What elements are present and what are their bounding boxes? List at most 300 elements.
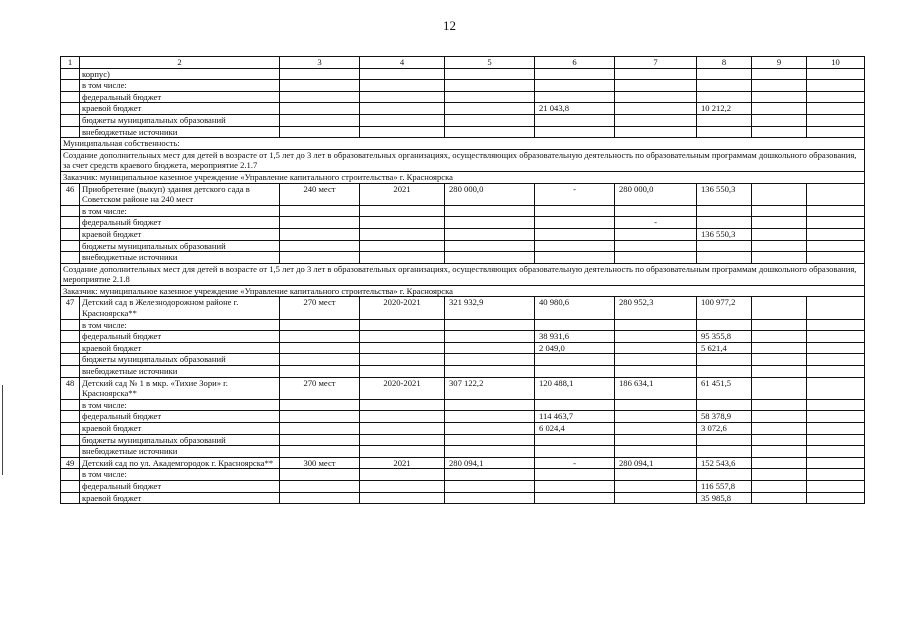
table-row	[61, 423, 865, 435]
row-number	[61, 240, 80, 252]
table-cell	[360, 434, 445, 446]
table-cell	[280, 126, 360, 138]
value-cell	[807, 492, 865, 504]
row-number	[61, 423, 80, 435]
value-cell	[445, 205, 535, 217]
value-cell	[752, 423, 807, 435]
value-cell	[445, 68, 535, 80]
section-row	[61, 263, 865, 285]
value-cell	[535, 205, 615, 217]
value-cell	[807, 457, 865, 469]
value-cell	[697, 399, 752, 411]
table-cell	[280, 91, 360, 103]
table-cell: 270 мест	[280, 377, 360, 399]
row-number	[61, 252, 80, 264]
table-cell	[360, 423, 445, 435]
value-cell	[535, 366, 615, 378]
row-label: федеральный бюджет	[80, 480, 280, 492]
table-row	[61, 492, 865, 504]
table-cell	[280, 228, 360, 240]
value-cell	[697, 446, 752, 458]
table-row	[61, 331, 865, 343]
value-cell	[697, 114, 752, 126]
value-cell	[752, 319, 807, 331]
value-cell	[445, 319, 535, 331]
table-cell	[360, 103, 445, 115]
value-cell	[615, 103, 697, 115]
table-row	[61, 228, 865, 240]
row-number	[61, 80, 80, 92]
value-cell: 61 451,5	[697, 377, 752, 399]
value-cell	[752, 183, 807, 205]
value-cell	[615, 446, 697, 458]
value-cell	[615, 126, 697, 138]
section-row	[61, 138, 865, 150]
table-cell: 300 мест	[280, 457, 360, 469]
table-cell	[280, 114, 360, 126]
row-number: 48	[61, 377, 80, 399]
value-cell	[752, 103, 807, 115]
table-row	[61, 91, 865, 103]
value-cell	[615, 492, 697, 504]
section-row	[61, 149, 865, 171]
value-cell	[807, 342, 865, 354]
value-cell	[535, 80, 615, 92]
value-cell	[697, 91, 752, 103]
value-cell: 280 952,3	[615, 297, 697, 319]
value-cell	[615, 399, 697, 411]
table-row	[61, 354, 865, 366]
table-cell	[280, 103, 360, 115]
table-cell	[280, 411, 360, 423]
item-row	[61, 297, 865, 319]
row-label: Приобретение (выкуп) здания детского сада в Советском районе на 240 мест	[80, 183, 280, 205]
value-cell: 307 122,2	[445, 377, 535, 399]
table-row	[61, 252, 865, 264]
item-row	[61, 183, 865, 205]
row-label: корпус)	[80, 68, 280, 80]
row-label: федеральный бюджет	[80, 411, 280, 423]
value-cell: 280 094,1	[615, 457, 697, 469]
section-text: Заказчик: муниципальное казенное учреждение «Управление капитального строительства» г. Красноярска	[61, 171, 865, 183]
value-cell	[807, 126, 865, 138]
value-cell	[445, 331, 535, 343]
value-cell	[807, 205, 865, 217]
value-cell	[752, 114, 807, 126]
table-cell	[280, 469, 360, 481]
value-cell	[615, 240, 697, 252]
value-cell: 136 550,3	[697, 183, 752, 205]
value-cell	[697, 80, 752, 92]
row-number	[61, 354, 80, 366]
value-cell	[445, 446, 535, 458]
value-cell: 280 000,0	[445, 183, 535, 205]
table-cell	[360, 205, 445, 217]
value-cell	[615, 80, 697, 92]
table-cell	[360, 446, 445, 458]
value-cell	[615, 434, 697, 446]
table-cell	[360, 252, 445, 264]
value-cell	[697, 354, 752, 366]
row-label: Детский сад № 1 в мкр. «Тихие Зори» г. Красноярска**	[80, 377, 280, 399]
table-cell	[280, 80, 360, 92]
value-cell: 40 980,6	[535, 297, 615, 319]
value-cell	[445, 480, 535, 492]
row-label: краевой бюджет	[80, 342, 280, 354]
value-cell	[615, 68, 697, 80]
value-cell	[752, 297, 807, 319]
value-cell: 280 000,0	[615, 183, 697, 205]
table-cell	[280, 68, 360, 80]
value-cell	[752, 331, 807, 343]
table-cell	[280, 423, 360, 435]
value-cell	[807, 114, 865, 126]
value-cell	[615, 354, 697, 366]
row-label: внебюджетные источники	[80, 366, 280, 378]
table-row	[61, 342, 865, 354]
section-text: Создание дополнительных мест для детей в возрасте от 1,5 лет до 3 лет в образовательных организациях, осуществляющих образовательную деятельность по образовательным программам дошкольного образования, за счет средств краевого бюджета, мероприятие 2.1.7	[61, 149, 865, 171]
table-cell	[280, 354, 360, 366]
row-label: краевой бюджет	[80, 103, 280, 115]
value-cell	[445, 228, 535, 240]
table-cell	[280, 492, 360, 504]
value-cell	[615, 252, 697, 264]
table-cell	[280, 240, 360, 252]
value-cell	[807, 297, 865, 319]
value-cell: -	[535, 183, 615, 205]
value-cell	[807, 399, 865, 411]
value-cell	[445, 411, 535, 423]
row-number	[61, 366, 80, 378]
value-cell	[445, 342, 535, 354]
table-cell	[360, 399, 445, 411]
section-text: Муниципальная собственность:	[61, 138, 865, 150]
value-cell	[615, 469, 697, 481]
table-row	[61, 411, 865, 423]
margin-line	[2, 385, 3, 475]
value-cell: 5 621,4	[697, 342, 752, 354]
value-cell	[752, 240, 807, 252]
row-label: федеральный бюджет	[80, 331, 280, 343]
row-label: внебюджетные источники	[80, 126, 280, 138]
value-cell	[535, 240, 615, 252]
value-cell	[752, 411, 807, 423]
table-cell	[360, 354, 445, 366]
row-number	[61, 480, 80, 492]
table-row	[61, 366, 865, 378]
value-cell	[697, 252, 752, 264]
header-row	[61, 57, 865, 69]
value-cell	[615, 423, 697, 435]
row-number	[61, 469, 80, 481]
table-cell	[360, 240, 445, 252]
table-row	[61, 217, 865, 229]
table-row	[61, 469, 865, 481]
table-row	[61, 126, 865, 138]
value-cell	[535, 492, 615, 504]
table-cell: 2021	[360, 183, 445, 205]
value-cell: 58 378,9	[697, 411, 752, 423]
value-cell	[752, 217, 807, 229]
table-cell: 2021	[360, 457, 445, 469]
row-number: 47	[61, 297, 80, 319]
row-label: внебюджетные источники	[80, 446, 280, 458]
budget-table	[60, 56, 865, 504]
value-cell: 6 024,4	[535, 423, 615, 435]
table-cell	[280, 252, 360, 264]
table-cell	[360, 331, 445, 343]
value-cell: 3 072,6	[697, 423, 752, 435]
value-cell	[535, 126, 615, 138]
value-cell: 21 043,8	[535, 103, 615, 115]
value-cell: 186 634,1	[615, 377, 697, 399]
section-row	[61, 285, 865, 297]
row-number	[61, 446, 80, 458]
table-cell	[360, 469, 445, 481]
value-cell	[535, 68, 615, 80]
value-cell	[445, 217, 535, 229]
value-cell	[807, 480, 865, 492]
table-row	[61, 446, 865, 458]
value-cell: 95 355,8	[697, 331, 752, 343]
table-cell	[360, 217, 445, 229]
value-cell	[752, 205, 807, 217]
table-cell	[360, 114, 445, 126]
table-cell: 2020-2021	[360, 297, 445, 319]
row-label: федеральный бюджет	[80, 91, 280, 103]
value-cell	[615, 411, 697, 423]
row-label: краевой бюджет	[80, 228, 280, 240]
value-cell	[752, 366, 807, 378]
header-cell: 9	[752, 57, 807, 69]
row-label: в том числе:	[80, 80, 280, 92]
value-cell	[445, 469, 535, 481]
value-cell	[807, 434, 865, 446]
row-label: бюджеты муниципальных образований	[80, 434, 280, 446]
value-cell	[445, 492, 535, 504]
value-cell	[535, 91, 615, 103]
table-cell: 270 мест	[280, 297, 360, 319]
table-cell	[360, 68, 445, 80]
value-cell	[752, 342, 807, 354]
value-cell	[752, 354, 807, 366]
value-cell	[807, 319, 865, 331]
value-cell	[535, 252, 615, 264]
value-cell	[445, 434, 535, 446]
row-number	[61, 399, 80, 411]
row-number	[61, 331, 80, 343]
value-cell: -	[615, 217, 697, 229]
row-label: в том числе:	[80, 399, 280, 411]
row-number: 49	[61, 457, 80, 469]
row-label: Детский сад в Железнодорожном районе г. Красноярска**	[80, 297, 280, 319]
table-cell	[360, 366, 445, 378]
table-cell: 2020-2021	[360, 377, 445, 399]
table-cell	[280, 434, 360, 446]
value-cell	[535, 228, 615, 240]
value-cell: 321 932,9	[445, 297, 535, 319]
header-cell: 7	[615, 57, 697, 69]
table-cell	[280, 217, 360, 229]
row-number	[61, 114, 80, 126]
value-cell	[445, 80, 535, 92]
row-number	[61, 68, 80, 80]
value-cell	[445, 252, 535, 264]
row-label: федеральный бюджет	[80, 217, 280, 229]
value-cell: 120 488,1	[535, 377, 615, 399]
value-cell: 38 931,6	[535, 331, 615, 343]
value-cell	[445, 103, 535, 115]
value-cell	[697, 434, 752, 446]
table-cell	[360, 480, 445, 492]
header-cell: 4	[360, 57, 445, 69]
value-cell	[807, 423, 865, 435]
value-cell: 116 557,8	[697, 480, 752, 492]
value-cell	[615, 480, 697, 492]
value-cell	[807, 469, 865, 481]
row-label: бюджеты муниципальных образований	[80, 114, 280, 126]
value-cell	[615, 319, 697, 331]
header-cell: 10	[807, 57, 865, 69]
row-number	[61, 228, 80, 240]
value-cell	[535, 446, 615, 458]
table-cell	[360, 319, 445, 331]
value-cell	[807, 377, 865, 399]
table-cell	[280, 446, 360, 458]
value-cell	[615, 114, 697, 126]
value-cell	[535, 434, 615, 446]
value-cell	[697, 240, 752, 252]
value-cell	[697, 319, 752, 331]
value-cell	[807, 252, 865, 264]
value-cell	[752, 492, 807, 504]
value-cell	[807, 103, 865, 115]
value-cell: 280 094,1	[445, 457, 535, 469]
row-number	[61, 103, 80, 115]
table-cell: 240 мест	[280, 183, 360, 205]
row-number	[61, 217, 80, 229]
value-cell	[752, 80, 807, 92]
row-label: Детский сад по ул. Академгородок г. Красноярска**	[80, 457, 280, 469]
value-cell	[752, 457, 807, 469]
value-cell	[807, 354, 865, 366]
value-cell	[615, 91, 697, 103]
value-cell	[752, 228, 807, 240]
value-cell	[535, 480, 615, 492]
header-cell: 2	[80, 57, 280, 69]
value-cell	[752, 434, 807, 446]
value-cell	[752, 68, 807, 80]
value-cell	[535, 319, 615, 331]
table-cell	[360, 228, 445, 240]
value-cell	[807, 68, 865, 80]
row-number	[61, 205, 80, 217]
value-cell	[807, 80, 865, 92]
value-cell	[752, 377, 807, 399]
value-cell: 152 543,6	[697, 457, 752, 469]
table-row	[61, 114, 865, 126]
value-cell: 114 463,7	[535, 411, 615, 423]
table-cell	[280, 399, 360, 411]
table-cell	[360, 411, 445, 423]
table-cell	[360, 492, 445, 504]
value-cell: 2 049,0	[535, 342, 615, 354]
value-cell	[535, 114, 615, 126]
value-cell	[807, 411, 865, 423]
table-row	[61, 319, 865, 331]
value-cell	[807, 183, 865, 205]
table-row	[61, 103, 865, 115]
table-row	[61, 240, 865, 252]
row-label: в том числе:	[80, 205, 280, 217]
table-cell	[280, 205, 360, 217]
row-label: краевой бюджет	[80, 492, 280, 504]
table-row	[61, 68, 865, 80]
value-cell	[445, 366, 535, 378]
table-cell	[360, 342, 445, 354]
value-cell	[752, 126, 807, 138]
table-row	[61, 399, 865, 411]
value-cell	[615, 331, 697, 343]
value-cell: -	[535, 457, 615, 469]
value-cell	[807, 331, 865, 343]
section-text: Создание дополнительных мест для детей в возрасте от 1,5 лет до 3 лет в образовательных организациях, осуществляющих образовательную деятельность по образовательным программам дошкольного образования, мероприятие 2.1.8	[61, 263, 865, 285]
value-cell	[807, 240, 865, 252]
row-label: бюджеты муниципальных образований	[80, 354, 280, 366]
value-cell	[615, 366, 697, 378]
value-cell	[697, 126, 752, 138]
table-row	[61, 434, 865, 446]
header-cell: 6	[535, 57, 615, 69]
row-label: краевой бюджет	[80, 423, 280, 435]
value-cell	[535, 217, 615, 229]
section-row	[61, 171, 865, 183]
row-number	[61, 319, 80, 331]
header-cell: 1	[61, 57, 80, 69]
table-cell	[360, 91, 445, 103]
table-cell	[280, 331, 360, 343]
value-cell	[807, 91, 865, 103]
item-row	[61, 377, 865, 399]
value-cell	[445, 423, 535, 435]
value-cell	[445, 354, 535, 366]
table-cell	[360, 80, 445, 92]
table-cell	[280, 342, 360, 354]
header-cell: 8	[697, 57, 752, 69]
value-cell	[697, 68, 752, 80]
value-cell	[752, 446, 807, 458]
table-cell	[360, 126, 445, 138]
value-cell	[752, 91, 807, 103]
row-number	[61, 342, 80, 354]
row-number: 46	[61, 183, 80, 205]
value-cell	[535, 354, 615, 366]
value-cell	[807, 446, 865, 458]
table-cell	[280, 319, 360, 331]
value-cell	[615, 205, 697, 217]
value-cell	[445, 114, 535, 126]
item-row	[61, 457, 865, 469]
table-cell	[280, 366, 360, 378]
value-cell	[615, 228, 697, 240]
value-cell	[535, 469, 615, 481]
value-cell	[752, 252, 807, 264]
table-row	[61, 80, 865, 92]
page-number: 12	[443, 18, 456, 33]
header-cell: 3	[280, 57, 360, 69]
value-cell	[807, 217, 865, 229]
row-number	[61, 434, 80, 446]
